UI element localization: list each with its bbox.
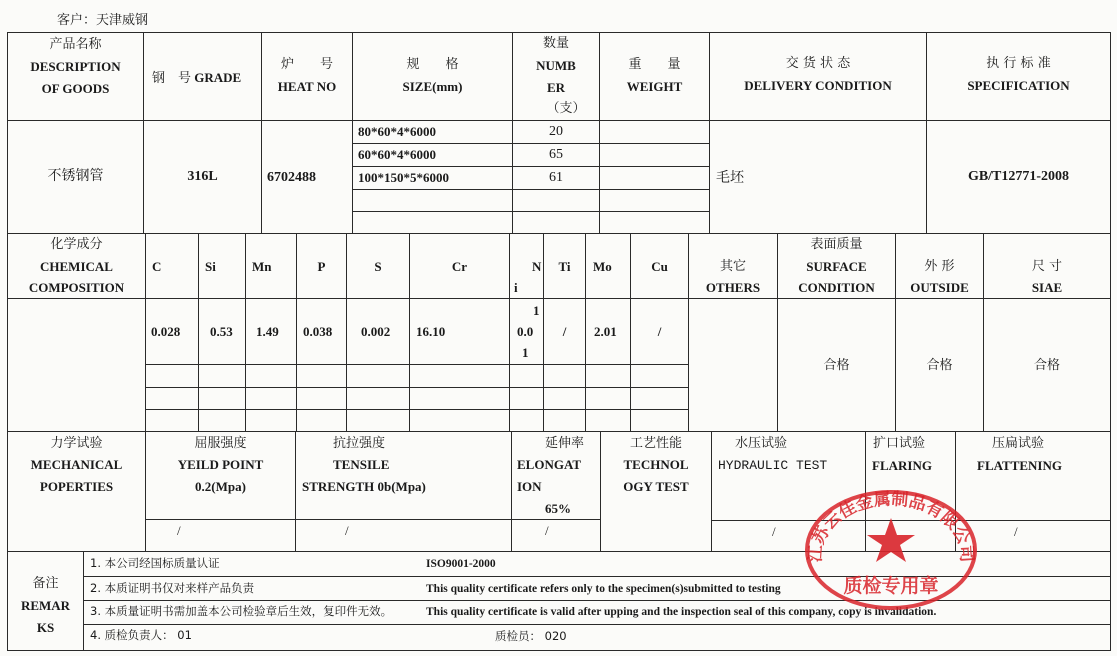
remarks-label-en1: REMAR: [20, 598, 71, 613]
divider: [83, 624, 1111, 625]
elongation-en2: ION: [517, 479, 542, 494]
size-cell: 100*150*5*6000: [358, 170, 449, 185]
delivery-condition-value: 毛坯: [716, 170, 744, 186]
number-header-unit: （支）: [546, 101, 586, 116]
elongation-zh: 延伸率: [545, 436, 585, 451]
number-header-en2: ER: [546, 80, 566, 95]
frame-left: [7, 32, 8, 651]
remark-4-zh: 4. 质检负责人： 01: [90, 628, 192, 642]
yield-zh: 屈服强度: [194, 436, 247, 451]
surface-en1: SURFACE: [806, 259, 867, 274]
number-header-zh: 数量: [542, 36, 569, 51]
divider: [585, 233, 586, 431]
product-description: 不锈钢管: [47, 168, 104, 184]
value-s: 0.002: [361, 324, 391, 339]
customer-label: 客户：: [57, 13, 97, 28]
star-icon: [867, 518, 915, 562]
grade-header-zh: 钢 号: [152, 71, 192, 86]
siae-en: SIAE: [1031, 280, 1063, 295]
technology-en1: TECHNOL: [623, 457, 689, 472]
divider: [511, 431, 512, 551]
stamp-company-text: 江苏云佳金属制品有限公司: [805, 489, 977, 563]
chem-label-en1: CHEMICAL: [40, 259, 113, 274]
yield-en2: 0.2(Mpa): [195, 479, 246, 494]
chem-label-zh: 化学成分: [50, 237, 103, 252]
divider: [145, 364, 688, 365]
specification-value: GB/T12771-2008: [967, 169, 1070, 184]
surface-zh: 表面质量: [810, 237, 863, 252]
frame-bottom: [7, 650, 1111, 651]
remark-3-zh: 3. 本质量证明书需加盖本公司检验章后生效，复印件无效。: [90, 604, 393, 618]
remark-4-inspector: 质检员： 020: [495, 629, 567, 643]
yield-en1: YEILD POINT: [177, 457, 264, 472]
grade-header: [152, 68, 241, 89]
divider: [145, 233, 146, 431]
divider: [295, 431, 296, 551]
element-cr: Cr: [451, 259, 468, 274]
stamp-purpose-text: 质检专用章: [843, 575, 939, 597]
value-cr: 16.10: [416, 324, 446, 339]
delivery-header-zh: 交 货 状 态: [785, 56, 851, 71]
siae-zh: 尺 寸: [1031, 259, 1063, 274]
surface-en2: CONDITION: [798, 280, 875, 295]
divider: [352, 143, 709, 144]
divider: [955, 431, 956, 551]
value-si: 0.53: [210, 324, 233, 339]
divider: [865, 431, 866, 551]
size-cell: 60*60*4*6000: [358, 147, 436, 162]
divider: [143, 32, 144, 233]
heat-header-en: HEAT NO: [277, 79, 337, 94]
weight-header-zh: 重 量: [628, 57, 681, 72]
weight-header-en: WEIGHT: [626, 79, 683, 94]
desc-header-zh: 产品名称: [49, 37, 102, 52]
value-ni-3: 1: [522, 345, 529, 360]
customer-name: 天津威钢: [96, 13, 149, 28]
value-ni-1: 1: [533, 303, 540, 318]
remark-2-en: This quality certificate refers only to the specimen(s)submitted to testing: [426, 583, 781, 595]
size-header-zh: 规 格: [406, 57, 459, 72]
heat-header-zh: 炉 号: [280, 57, 333, 72]
element-s: S: [374, 259, 382, 274]
divider: [145, 519, 600, 520]
divider: [509, 233, 510, 431]
surface-value: 合格: [823, 358, 850, 373]
divider: [7, 298, 1111, 299]
value-ti: /: [562, 324, 567, 339]
elongation-value: /: [545, 523, 549, 538]
element-ti: Ti: [558, 259, 571, 274]
value-mn: 1.49: [256, 324, 279, 339]
desc-header-en1: DESCRIPTION: [30, 59, 121, 74]
divider: [198, 233, 199, 431]
remark-2-zh: 2. 本质证明书仅对来样产品负责: [90, 581, 255, 595]
others-zh: 其它: [719, 259, 746, 274]
element-i: i: [514, 280, 518, 295]
flaring-zh: 扩口试验: [873, 436, 926, 451]
chem-label-en2: COMPOSITION: [28, 280, 125, 295]
divider: [711, 520, 1111, 521]
divider: [7, 120, 1111, 121]
divider: [7, 551, 1111, 552]
tensile-en1: TENSILE: [333, 457, 390, 472]
technology-en2: OGY TEST: [623, 479, 689, 494]
yield-value: /: [177, 523, 181, 538]
outside-en: OUTSIDE: [910, 280, 969, 295]
value-c: 0.028: [151, 324, 181, 339]
mech-label-en2: POPERTIES: [39, 479, 114, 494]
tensile-zh: 抗拉强度: [333, 436, 386, 451]
divider: [245, 233, 246, 431]
remarks-label-en2: KS: [36, 620, 55, 635]
value-p: 0.038: [303, 324, 333, 339]
customer-line: [57, 11, 148, 31]
divider: [7, 431, 1111, 432]
element-mo: Mo: [593, 259, 612, 274]
hydraulic-value: /: [772, 524, 776, 539]
divider: [352, 189, 709, 190]
number-cell: 20: [549, 124, 563, 139]
size-header-en: SIZE(mm): [402, 79, 463, 94]
hydraulic-zh: 水压试验: [735, 436, 788, 451]
flaring-en: FLARING: [872, 458, 932, 473]
divider: [145, 387, 688, 388]
number-header-en1: NUMB: [536, 58, 576, 73]
element-cu: Cu: [651, 259, 668, 274]
tensile-en2: STRENGTH 0b(Mpa): [302, 479, 426, 494]
element-si: Si: [205, 259, 216, 274]
remarks-label-zh: 备注: [32, 576, 59, 591]
elongation-pct: 65%: [545, 501, 571, 516]
divider: [83, 576, 1111, 577]
divider: [352, 211, 709, 212]
divider: [711, 431, 712, 551]
value-cu: /: [657, 324, 662, 339]
number-cell: 65: [549, 147, 563, 162]
spec-header-zh: 执 行 标 准: [986, 56, 1051, 71]
element-mn: Mn: [252, 259, 272, 274]
remark-1-zh: 1. 本公司经国标质量认证: [90, 556, 220, 570]
mech-label-zh: 力学试验: [50, 436, 103, 451]
remark-1-en: ISO9001-2000: [426, 558, 496, 570]
flattening-en: FLATTENING: [977, 458, 1062, 473]
outside-value: 合格: [926, 358, 953, 373]
delivery-header-en: DELIVERY CONDITION: [744, 78, 892, 93]
size-cell: 80*60*4*6000: [358, 124, 436, 139]
tensile-value: /: [345, 523, 349, 538]
grade-header-en: GRADE: [194, 70, 242, 85]
divider: [145, 409, 688, 410]
frame-top: [7, 32, 1111, 33]
value-mo: 2.01: [594, 324, 617, 339]
siae-value: 合格: [1033, 358, 1060, 373]
others-en: OTHERS: [705, 280, 761, 295]
divider: [352, 166, 709, 167]
technology-zh: 工艺性能: [629, 436, 682, 451]
remark-3-en: This quality certificate is valid after upping and the inspection seal of this company, copy is invalidation.: [426, 606, 937, 618]
divider: [7, 233, 1111, 234]
flattening-zh: 压扁试验: [992, 436, 1045, 451]
inspection-seal-stamp: [803, 488, 979, 612]
element-n: N: [532, 259, 542, 274]
elongation-en1: ELONGAT: [517, 457, 582, 472]
mech-label-en1: MECHANICAL: [30, 457, 123, 472]
element-p: P: [317, 259, 326, 274]
flattening-value: /: [1014, 524, 1018, 539]
frame-right: [1110, 32, 1111, 651]
hydraulic-en: HYDRAULIC TEST: [718, 458, 828, 473]
element-c: C: [152, 259, 162, 274]
divider: [83, 551, 84, 651]
value-ni-2: 0.0: [517, 324, 534, 339]
product-heat-no: 6702488: [267, 170, 316, 185]
number-cell: 61: [549, 170, 563, 185]
desc-header-en2: OF GOODS: [41, 81, 110, 96]
outside-zh: 外 形: [924, 259, 955, 274]
product-grade: 316L: [187, 169, 218, 184]
spec-header-en: SPECIFICATION: [967, 78, 1070, 93]
